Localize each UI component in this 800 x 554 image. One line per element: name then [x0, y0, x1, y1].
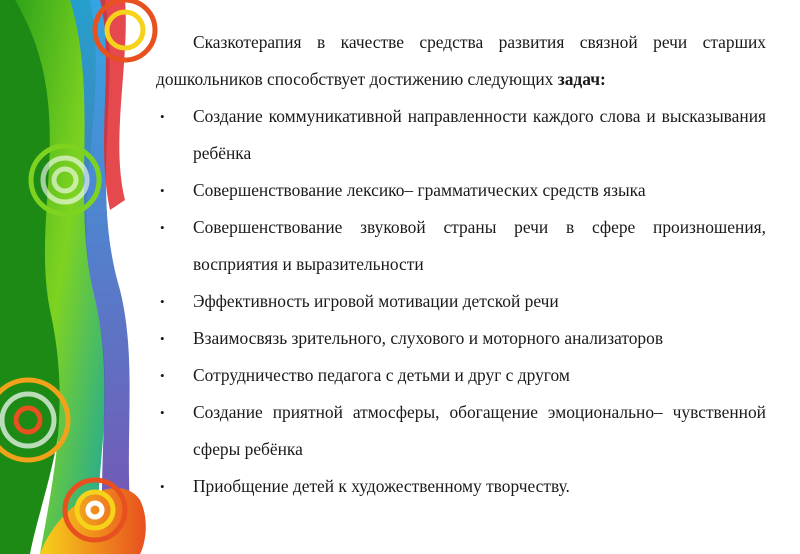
bullet-icon: • [160, 183, 165, 198]
intro-paragraph [156, 24, 766, 98]
list-item [156, 172, 766, 209]
task-list [156, 98, 766, 505]
decorative-swirl-background [0, 0, 175, 554]
intro-text: Сказкотерапия в качестве средства развития связной речи старших дошкольников способствует достижению следующих [156, 32, 766, 89]
list-item-text: Совершенствование лексико– грамматических средств языка [193, 180, 646, 200]
bullet-icon: • [160, 109, 165, 124]
list-item [156, 209, 766, 283]
list-item-text: Создание приятной атмосферы, обогащение эмоционально– чувственной сферы ребёнка [193, 402, 766, 459]
list-item [156, 357, 766, 394]
intro-bold-word: задач: [557, 69, 606, 89]
slide-content [156, 24, 766, 505]
list-item [156, 394, 766, 468]
list-item-text: Взаимосвязь зрительного, слухового и моторного анализаторов [193, 328, 664, 348]
list-item-text: Создание коммуникативной направленности каждого слова и высказывания ребёнка [193, 106, 766, 163]
bullet-icon: • [160, 331, 165, 346]
bullet-icon: • [160, 368, 165, 383]
list-item [156, 320, 766, 357]
bullet-icon: • [160, 405, 165, 420]
bullet-icon: • [160, 294, 165, 309]
bullet-icon: • [160, 220, 165, 235]
list-item-text: Совершенствование звуковой страны речи в сфере произношения, восприятия и выразительности [193, 217, 766, 274]
list-item [156, 283, 766, 320]
list-item-text: Эффективность игровой мотивации детской речи [193, 291, 559, 311]
list-item [156, 468, 766, 505]
bullet-icon: • [160, 479, 165, 494]
list-item [156, 98, 766, 172]
list-item-text: Сотрудничество педагога с детьми и друг с другом [193, 365, 570, 385]
list-item-text: Приобщение детей к художественному творчеству. [193, 476, 570, 496]
